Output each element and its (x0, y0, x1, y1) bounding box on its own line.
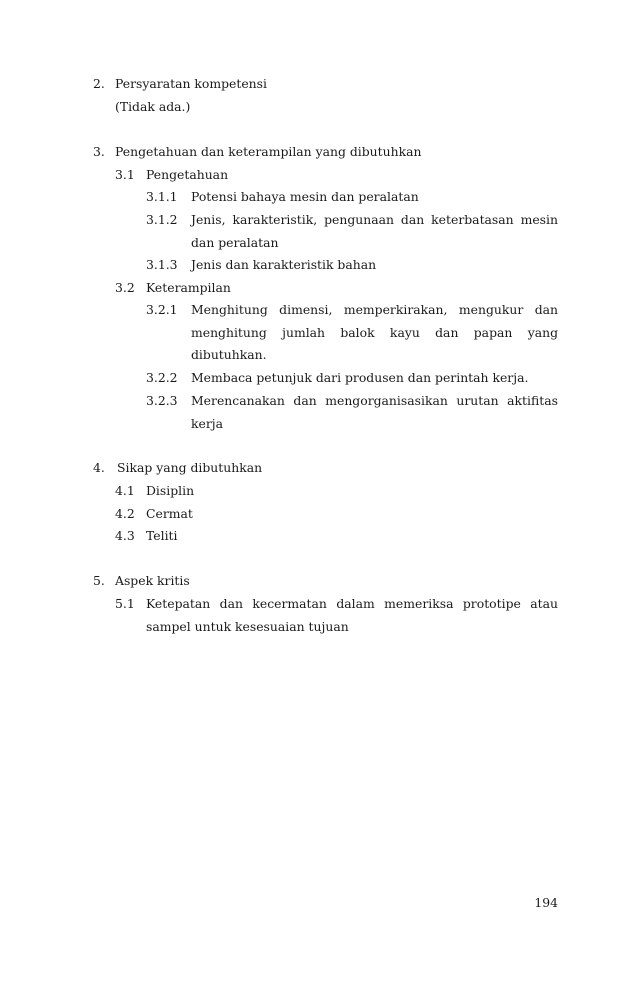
section-title: Aspek kritis (115, 573, 190, 588)
section-number: 2. (93, 76, 105, 91)
section-number: 3. (93, 144, 105, 159)
subsection-title: Keterampilan (146, 280, 231, 295)
item-text: Merencanakan dan mengorganisasikan urutan aktifitas kerja (191, 393, 558, 431)
page-number: 194 (534, 895, 558, 910)
item-number: 3.1.3 (146, 257, 178, 272)
item-number: 4.1 (115, 483, 135, 498)
item-text: Membaca petunjuk dari produsen dan perintah kerja. (191, 370, 529, 385)
item-number: 3.1.1 (146, 189, 178, 204)
section-number: 4. (93, 460, 105, 475)
item-number: 3.2.2 (146, 370, 178, 385)
item-text: Teliti (146, 528, 178, 543)
item-number: 3.2.1 (146, 302, 178, 317)
subsection-number: 3.1 (115, 167, 135, 182)
item-number: 4.3 (115, 528, 135, 543)
item-text: Disiplin (146, 483, 195, 498)
item-number: 4.2 (115, 506, 135, 521)
section-title: Pengetahuan dan keterampilan yang dibutuhkan (115, 144, 422, 159)
subsection-number: 3.2 (115, 280, 135, 295)
section-number: 5. (93, 573, 105, 588)
item-text: Potensi bahaya mesin dan peralatan (191, 189, 419, 204)
section-title: Sikap yang dibutuhkan (117, 460, 263, 475)
item-text: Jenis, karakteristik, pengunaan dan keterbatasan mesin dan peralatan (191, 212, 558, 250)
item-text: Menghitung dimensi, memperkirakan, mengukur dan menghitung jumlah balok kayu dan papan yang dibutuhkan. (191, 302, 558, 363)
item-number: 3.1.2 (146, 212, 178, 227)
subsection-title: Pengetahuan (146, 167, 229, 182)
item-number: 3.2.3 (146, 393, 178, 408)
section-note: (Tidak ada.) (115, 99, 191, 114)
item-text: Ketepatan dan kecermatan dalam memeriksa prototipe atau sampel untuk kesesuaian tujuan (146, 596, 558, 634)
item-text: Jenis dan karakteristik bahan (191, 257, 377, 272)
section-title: Persyaratan kompetensi (115, 76, 267, 91)
item-text: Cermat (146, 506, 193, 521)
item-number: 5.1 (115, 596, 135, 611)
